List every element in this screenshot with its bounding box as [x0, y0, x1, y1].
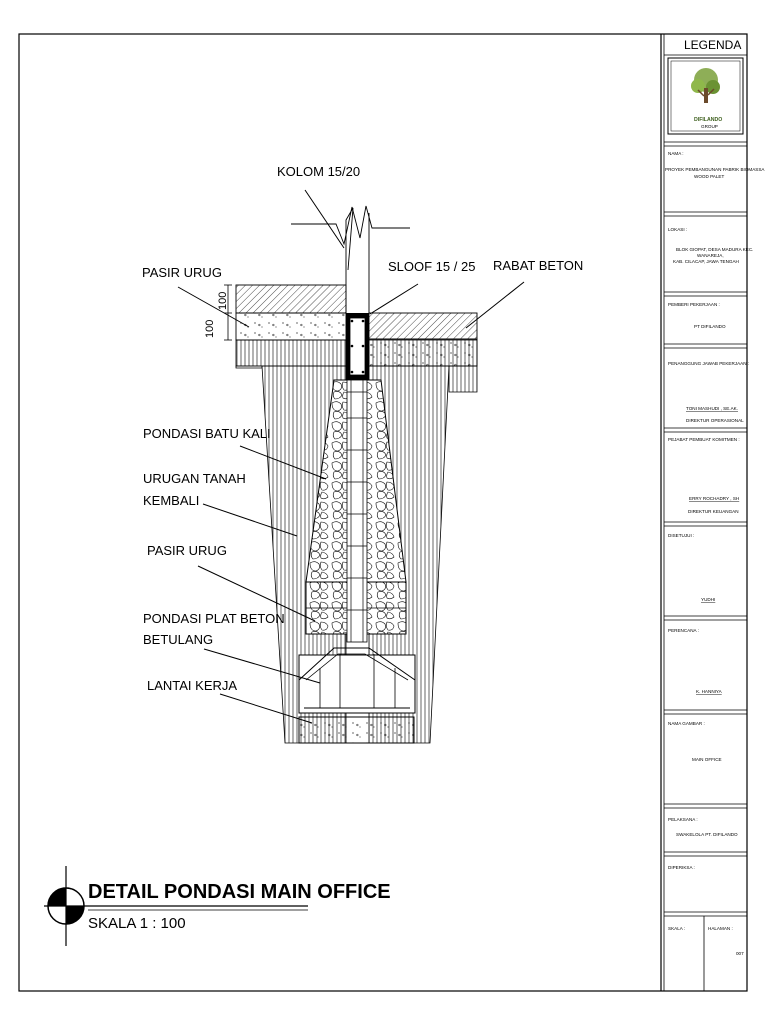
lean-concrete [299, 717, 414, 743]
label-pasir-urug-top: PASIR URUG [142, 265, 222, 280]
backfill-left-top [236, 340, 346, 366]
floor-hatch-right [369, 313, 477, 339]
penanggung-name: TONI MASHUDI , SE.AK. [686, 406, 738, 411]
pejabat-role: DIREKTUR KEUANGAN [688, 509, 739, 514]
skala-label: SKALA : [668, 926, 686, 931]
dim-lower: 100 [204, 319, 216, 338]
label-urugan-tanah: URUGAN TANAH [143, 471, 246, 486]
lokasi-line-3: KAB. CILACAP, JAWA TENGAH [673, 259, 739, 264]
lokasi-line-1: BLOK GIOPAT, DESA MADURA KEC. [676, 247, 754, 252]
perencana-value: K. HANNIYA [696, 689, 722, 694]
diperiksa-label: DIPERIKSA : [668, 865, 695, 870]
disetujui-value: YUDHI [701, 597, 716, 602]
floor-hatch-left [236, 285, 346, 313]
foundation-section [142, 164, 583, 743]
penanggung-role: DIREKTUR OPERASIONAL [686, 418, 744, 423]
column-upper [346, 208, 369, 313]
nama-label: NAMA : [668, 151, 684, 156]
label-plat-beton: PONDASI PLAT BETON [143, 611, 285, 626]
label-kolom: KOLOM 15/20 [277, 164, 361, 179]
logo-sub: GROUP [701, 124, 718, 129]
title-scale: SKALA 1 : 100 [88, 915, 186, 932]
floor-sand-right [369, 339, 477, 366]
label-pasir-urug-mid: PASIR URUG [147, 543, 227, 558]
column-stub [347, 380, 367, 642]
label-urugan-tanah-2: KEMBALI [143, 493, 200, 508]
legend-panel [664, 38, 765, 991]
nama-line-1: PROYEK PEMBANGUNAN PABRIK BIOMASSA [665, 167, 765, 172]
label-plat-beton-2: BETULANG [143, 632, 214, 647]
pelaksana-value: SWAKELOLA PT. DIFILANDO [676, 832, 738, 837]
title-main: DETAIL PONDASI MAIN OFFICE [88, 881, 391, 903]
nama-line-2: WOOD PALET [694, 174, 725, 179]
legend-heading: LEGENDA [684, 38, 742, 52]
halaman-value: 007 [736, 951, 744, 956]
label-sloof: SLOOF 15 / 25 [388, 259, 476, 274]
pelaksana-label: PELAKSANA : [668, 817, 698, 822]
perencana-label: PERENCANA : [668, 628, 699, 633]
pejabat-name: ERRY ROCHADRY , SH [689, 496, 740, 501]
halaman-label: HALAMAN : [708, 926, 733, 931]
disetujui-label: DISETUJUI : [668, 533, 695, 538]
pejabat-label: PEJABAT PEMBUAT KOMITMEN : [668, 437, 740, 442]
penanggung-label: PENANGGUNG JAWAB PEKERJAAN : [668, 361, 750, 366]
label-lantai-kerja: LANTAI KERJA [147, 678, 238, 693]
floor-sand-left [236, 313, 346, 340]
lokasi-label: LOKASI : [668, 227, 688, 232]
label-pondasi-batu-kali: PONDASI BATU KALI [143, 426, 271, 441]
nama-gambar-label: NAMA GAMBAR : [668, 721, 705, 726]
logo-text: DIFILANDO [694, 117, 723, 123]
pemberi-label: PEMBERI PEKERJAAN : [668, 302, 720, 307]
pemberi-value: PT DIFILANDO [694, 324, 726, 329]
nama-gambar-value: MAIN OFFICE [692, 757, 722, 762]
dim-upper: 100 [217, 291, 229, 310]
label-rabat-beton: RABAT BETON [493, 258, 584, 273]
lokasi-line-2: WANAREJA, [697, 253, 724, 258]
drawing-title [44, 866, 391, 946]
